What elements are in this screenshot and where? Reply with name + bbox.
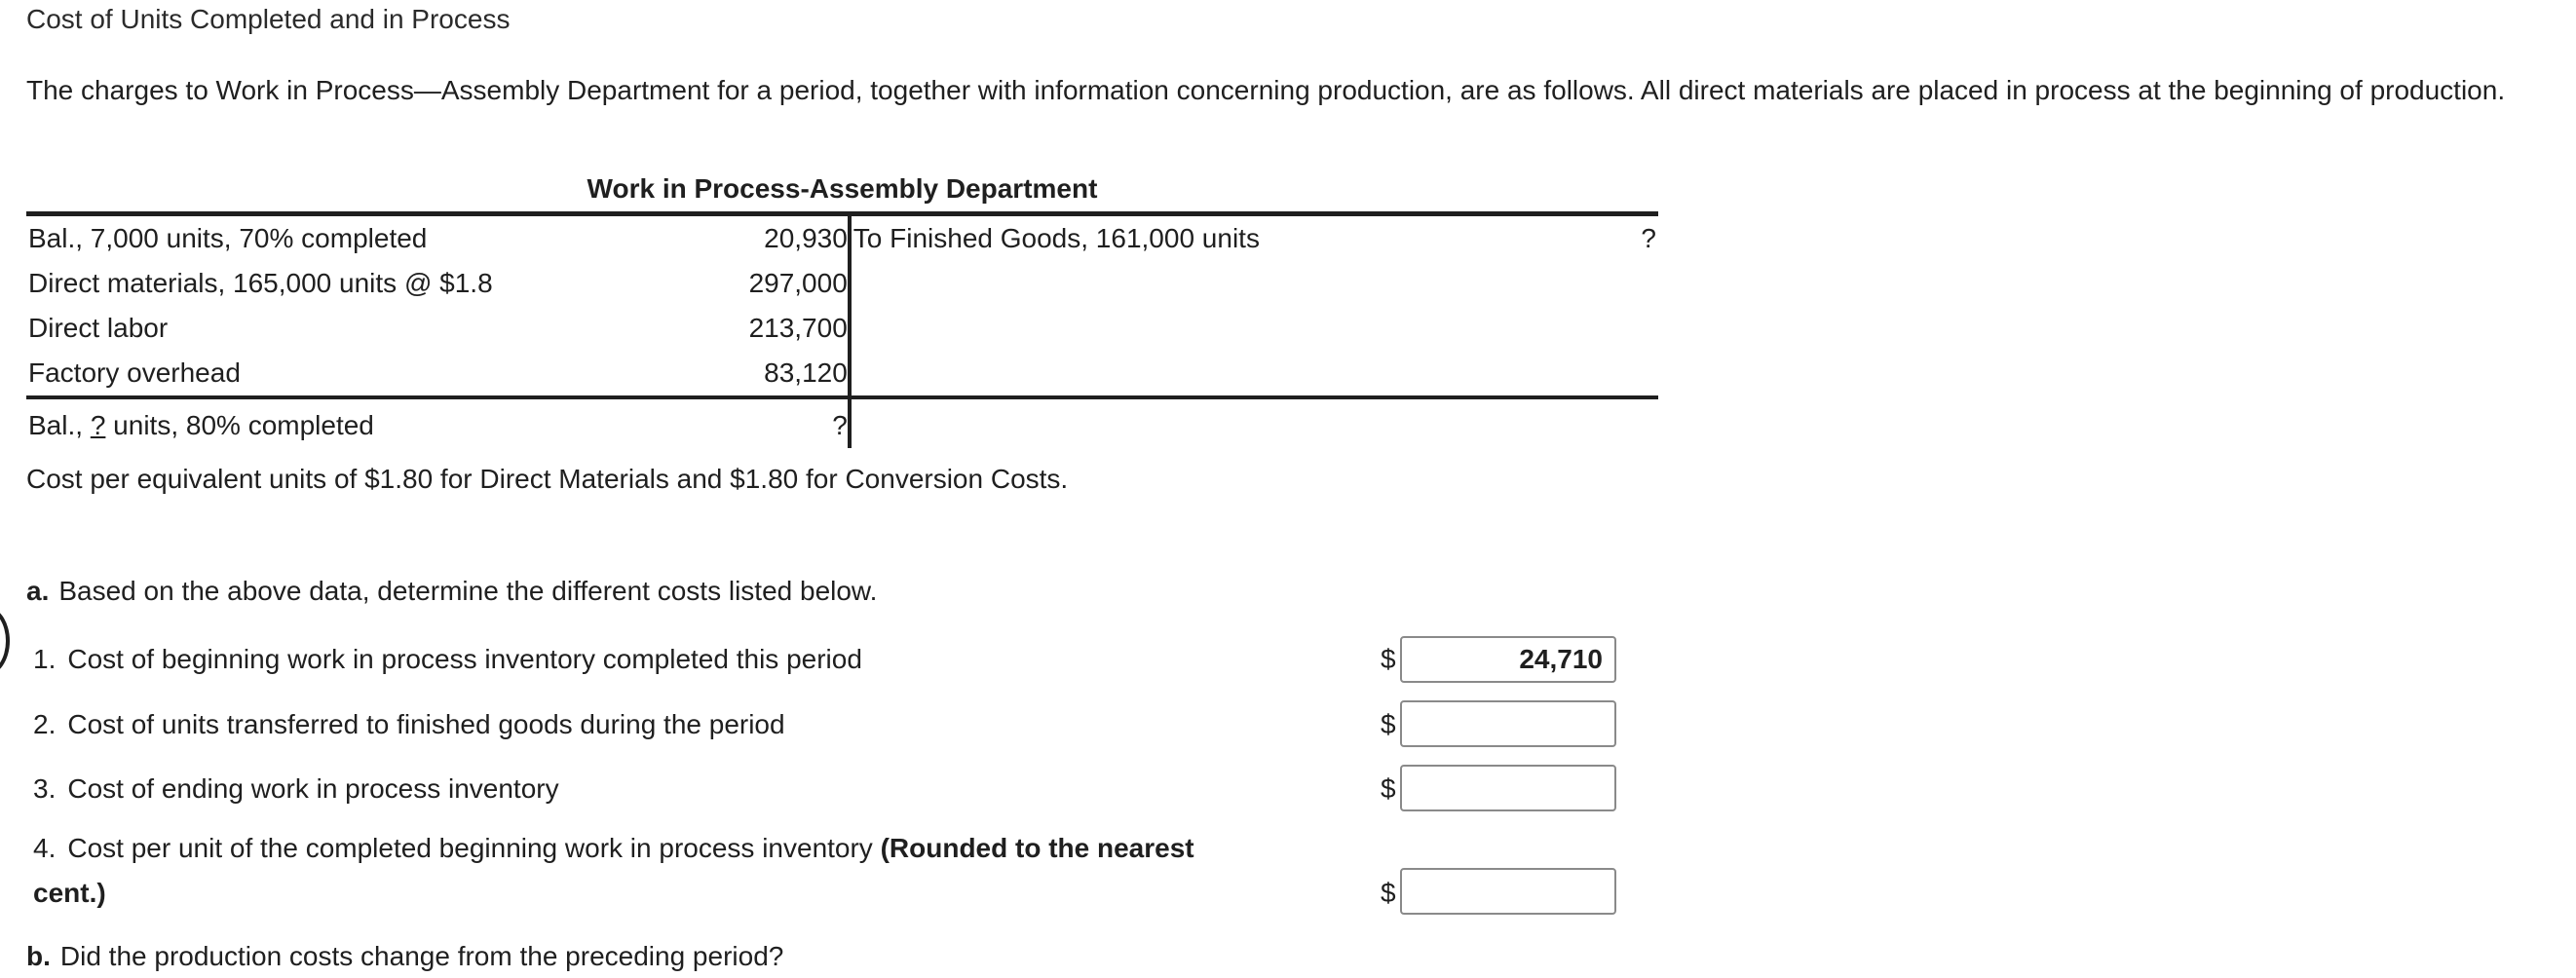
t-account-table [26, 211, 1658, 448]
currency-symbol: $ [1381, 878, 1396, 908]
ending-balance-amount: ? [709, 397, 850, 448]
debit-amount: 83,120 [709, 351, 850, 397]
question-2: 2. Cost of units transferred to finished goods during the period [33, 709, 785, 739]
debit-amount: 20,930 [709, 214, 850, 262]
question-1: 1. Cost of beginning work in process inventory completed this period [33, 644, 862, 674]
debit-amount: 297,000 [709, 261, 850, 306]
ending-balance-label: Bal., ? units, 80% completed [28, 410, 374, 440]
t-account-row [26, 351, 1658, 397]
progress-circle-icon [0, 606, 10, 676]
t-account-title: Work in Process-Assembly Department [587, 173, 1098, 204]
page-title: Cost of Units Completed and in Process [26, 4, 511, 34]
currency-symbol: $ [1381, 709, 1396, 739]
t-account-row [26, 306, 1658, 351]
answer-input-3[interactable] [1400, 765, 1616, 811]
t-account-row [26, 214, 1658, 262]
ending-balance-row [26, 397, 1658, 448]
problem-intro: The charges to Work in Process—Assembly Department for a period, together with information concerning production, are as follows. All direct materials are placed in process at the beginning of production. [26, 75, 2506, 105]
debit-amount: 213,700 [709, 306, 850, 351]
currency-symbol: $ [1381, 644, 1396, 674]
credit-label: To Finished Goods, 161,000 units [852, 223, 1260, 253]
currency-symbol: $ [1381, 773, 1396, 804]
cost-per-unit-note: Cost per equivalent units of $1.80 for Direct Materials and $1.80 for Conversion Costs. [26, 464, 1069, 494]
rounding-note: (Rounded to the nearest cent.) [33, 833, 1194, 908]
question-3: 3. Cost of ending work in process inventory [33, 773, 559, 804]
debit-label: Factory overhead [26, 351, 709, 397]
credit-amount: ? [1641, 223, 1656, 253]
answer-input-4[interactable] [1400, 868, 1616, 915]
answer-input-2[interactable] [1400, 700, 1616, 747]
question-4: 4. Cost per unit of the completed beginning work in process inventory (Rounded to the nearest cent.) [33, 833, 1194, 908]
unknown-units-link: ? [90, 410, 106, 440]
t-account-row [26, 261, 1658, 306]
debit-label: Direct labor [28, 313, 169, 343]
debit-label: Direct materials, 165,000 units @ $1.8 [28, 268, 493, 298]
part-a-instructions: a. Based on the above data, determine the different costs listed below. [26, 576, 878, 606]
answer-input-1[interactable] [1400, 636, 1616, 683]
part-b-question: b. Did the production costs change from the preceding period? [26, 941, 784, 971]
debit-label: Bal., 7,000 units, 70% completed [28, 223, 428, 253]
